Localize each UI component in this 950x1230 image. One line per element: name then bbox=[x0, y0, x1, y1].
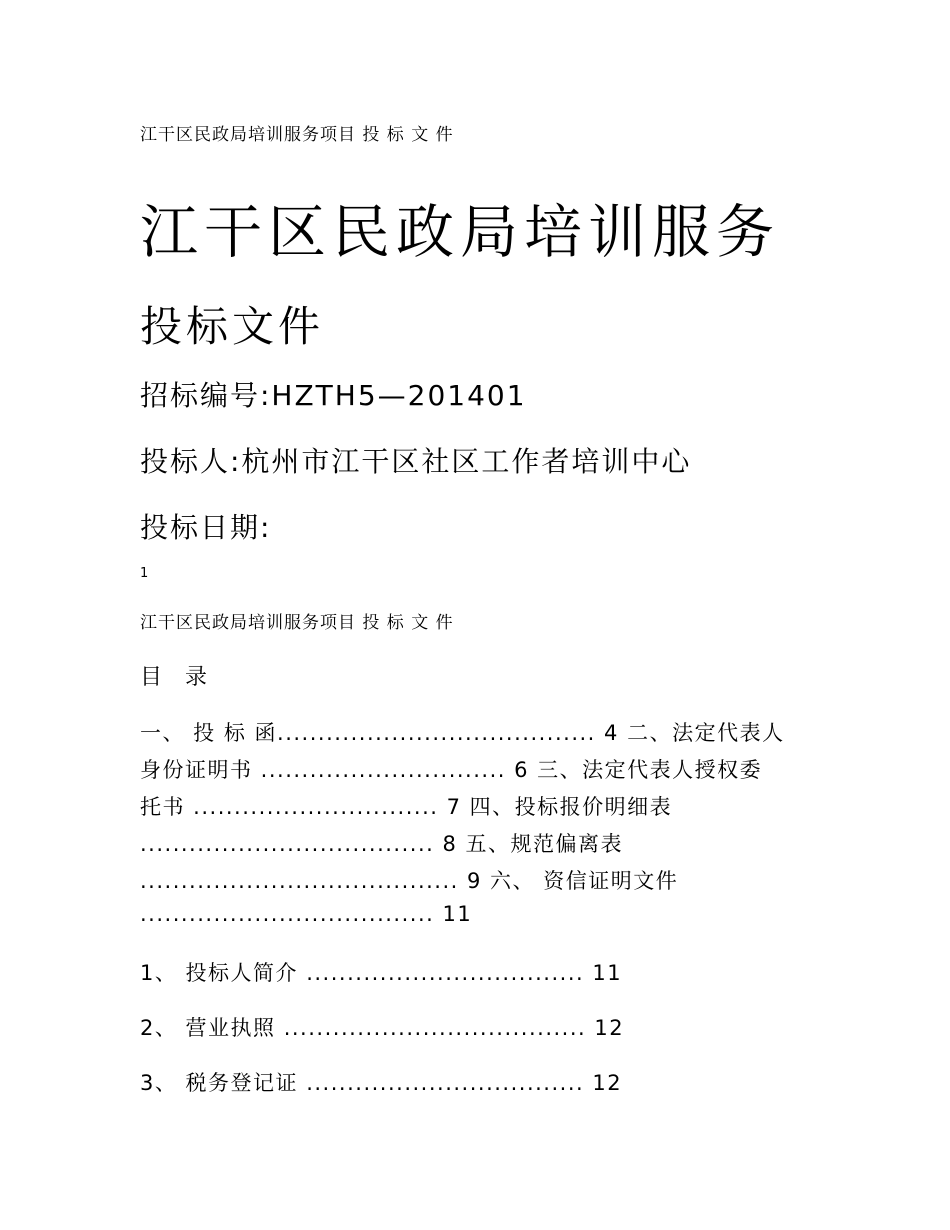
toc-line: 一、 投 标 函....................................... 4 二、法定代表人 bbox=[140, 721, 785, 745]
toc-title: 目 录 bbox=[140, 665, 215, 690]
toc-item: 2、 营业执照 ..................................... 12 bbox=[140, 1016, 625, 1040]
toc-item: 1、 投标人简介 .................................. 11 bbox=[140, 961, 623, 985]
toc-line: ....................................... 9 六、 资信证明文件 bbox=[140, 869, 679, 893]
toc-line: 托书 .............................. 7 四、投标报价明细表 bbox=[140, 795, 673, 819]
toc-line: .................................... 11 bbox=[140, 902, 473, 926]
toc-item: 3、 税务登记证 .................................. 12 bbox=[140, 1071, 623, 1095]
bid-number: 招标编号:HZTH5—201401 bbox=[140, 379, 527, 412]
toc-line: .................................... 8 五、规范偏离表 bbox=[140, 832, 624, 856]
running-header: 江干区民政局培训服务项目 投 标 文 件 bbox=[140, 125, 454, 145]
page-number: 1 bbox=[140, 566, 149, 581]
bid-date: 投标日期: bbox=[140, 511, 272, 544]
toc-line: 身份证明书 .............................. 6 三、法定代表人授权委 bbox=[140, 758, 763, 782]
document-subtitle: 投标文件 bbox=[140, 302, 325, 351]
bidder-name: 投标人:杭州市江干区社区工作者培训中心 bbox=[140, 445, 692, 478]
document-title: 江干区民政局培训服务 bbox=[140, 198, 781, 266]
running-header-2: 江干区民政局培训服务项目 投 标 文 件 bbox=[140, 613, 454, 633]
